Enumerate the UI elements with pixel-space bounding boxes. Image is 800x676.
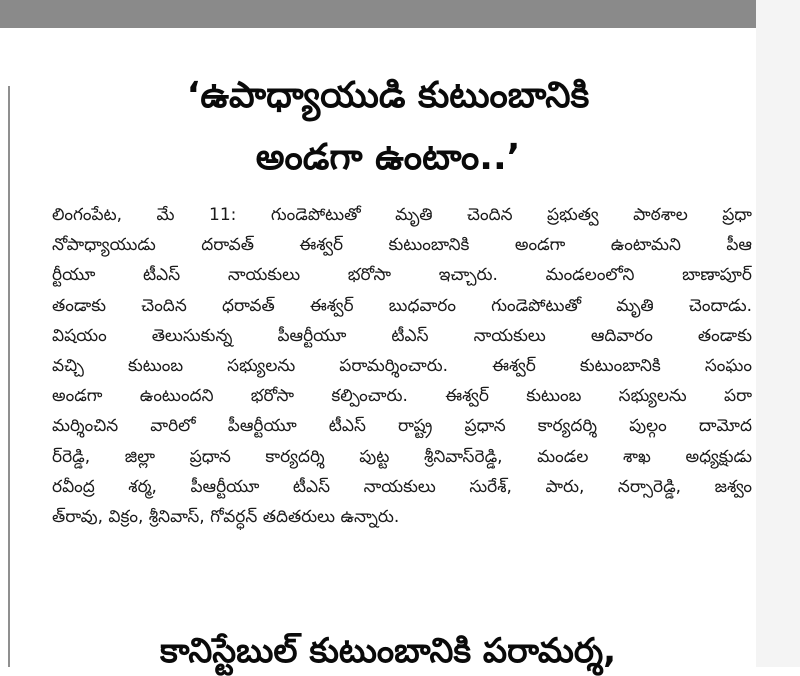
article-body-line: తండాకు చెందిన ధరావత్ ఈశ్వర్ బుధవారం గుండెపోటుతో మృతి చెందాడు. bbox=[52, 295, 752, 316]
article-body-line: నోపాధ్యాయుడు దరావత్ ఈశ్వర్ కుటుంబానికి అండగా ఉంటామని పీఆ bbox=[52, 235, 752, 256]
article-headline-line-1: ‘ఉపాధ్యాయుడి కుటుంబానికి bbox=[186, 75, 590, 116]
next-article-headline: కానిస్టేబుల్ కుటుంబానికి పరామర్శ, bbox=[159, 631, 617, 671]
column-divider bbox=[8, 86, 10, 667]
article-body-line: అండగా ఉంటుందని భరోసా కల్పించారు. ఈశ్వర్ కుటుంబ సభ్యులను పరా bbox=[52, 386, 752, 407]
top-banner-bar bbox=[0, 0, 756, 28]
article-body-line: లింగంపేట, మే 11: గుండెపోటుతో మృతి చెందిన ప్రభుత్వ పాఠశాల ప్రధా bbox=[52, 205, 752, 225]
article-body-line: త్‌రావు, విక్రం, శ్రీనివాస్, గోవర్ధన్ తదితరులు ఉన్నారు. bbox=[52, 507, 400, 528]
article-body-line: మర్శించిన వారిలో పీఆర్టీయూ టీఎస్ రాష్ట్ర ప్రధాన కార్యదర్శి పుల్గం దామోద bbox=[52, 416, 752, 437]
article-body-line: విషయం తెలుసుకున్న పీఆర్టీయూ టీఎస్ నాయకులు ఆదివారం తండాకు bbox=[52, 325, 752, 346]
article-body bbox=[52, 200, 752, 532]
article-headline-line-2: అండగా ఉంటాం..’ bbox=[255, 137, 521, 178]
article-body-line: ర్టీయూ టీఎస్ నాయకులు భరోసా ఇచ్చారు. మండలంలోని బాణాపూర్ bbox=[52, 265, 752, 286]
article-body-line: రవీంద్ర శర్మ, పీఆర్టీయూ టీఎస్ నాయకులు సురేశ్, పారు, నర్సారెడ్డి, జశ్వం bbox=[52, 476, 752, 497]
article-body-line: ర్‌రెడ్డి, జిల్లా ప్రధాన కార్యదర్శి పుట్ట శ్రీనివాస్‌రెడ్డి, మండల శాఖ అధ్యక్షుడు bbox=[52, 446, 752, 467]
page-margin bbox=[756, 0, 800, 667]
article-body-line: వచ్చి కుటుంబ సభ్యులను పరామర్శించారు. ఈశ్వర్ కుటుంబానికి సంఘం bbox=[52, 356, 752, 377]
